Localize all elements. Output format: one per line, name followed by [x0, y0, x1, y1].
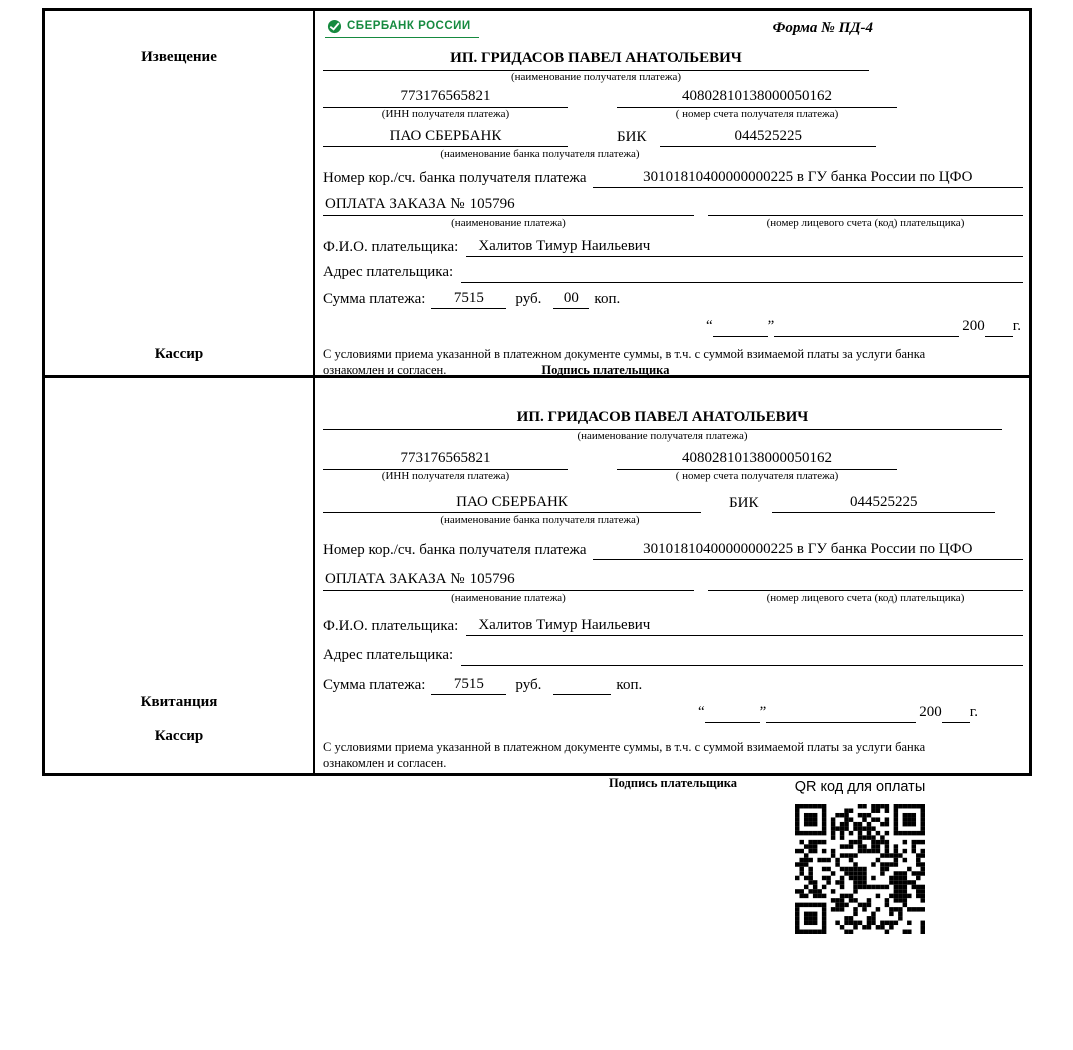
personal-account-line — [708, 215, 1023, 216]
account-caption: ( номер счета получателя платежа) — [675, 107, 839, 120]
inn-cell — [323, 87, 568, 121]
amount-row — [323, 675, 1023, 696]
qr-area — [745, 779, 975, 934]
inn-caption: (ИНН получателя платежа) — [381, 107, 510, 120]
inn-account-row — [323, 449, 1023, 483]
inn-account-row — [323, 87, 1023, 121]
date-year: 200 — [919, 704, 942, 720]
payer-row — [323, 616, 1023, 637]
bank-row — [323, 127, 1023, 148]
address-line — [461, 282, 1023, 283]
payer-row — [323, 237, 1023, 258]
payer-label: Ф.И.О. плательщика: — [323, 617, 459, 634]
qr-code — [795, 804, 925, 934]
account-caption: ( номер счета получателя платежа) — [675, 469, 839, 482]
personal-account-caption: (номер лицевого счета (код) плательщика) — [766, 216, 965, 229]
recipient-name: ИП. ГРИДАСОВ ПАВЕЛ АНАТОЛЬЕВИЧ — [323, 49, 869, 71]
inn-cell — [323, 449, 568, 483]
amount-row — [323, 289, 1023, 310]
date-month-line — [766, 722, 916, 723]
date-year-line — [942, 722, 970, 723]
notice-main — [315, 11, 1029, 375]
order-label: ОПЛАТА ЗАКАЗА № — [325, 571, 465, 588]
purpose-captions-row — [323, 592, 1023, 606]
date-row — [323, 703, 1023, 723]
address-label: Адрес плательщика: — [323, 264, 454, 280]
bik-value: 044525225 — [660, 127, 876, 148]
amount-rub: 7515 — [431, 289, 506, 310]
order-number: 105796 — [469, 196, 515, 213]
address-row — [323, 263, 1023, 283]
date-row — [323, 317, 1023, 337]
notice-side-column — [45, 11, 315, 375]
quote-close: ” — [759, 704, 767, 720]
qr-code-svg — [795, 804, 925, 934]
corr-account-row — [323, 168, 1023, 189]
agreement-line2: ознакомлен и согласен. — [323, 362, 447, 377]
payment-purpose-row — [323, 195, 1023, 216]
corr-account-row — [323, 540, 1023, 561]
receipt-label: Квитанция — [140, 694, 218, 710]
date-year-suffix: г. — [1012, 318, 1021, 334]
personal-account-caption: (номер лицевого счета (код) плательщика) — [766, 591, 965, 604]
cashier-label: Кассир — [154, 728, 204, 744]
agreement-text — [323, 739, 1023, 772]
bik-label: БИК — [617, 128, 647, 145]
notice-section — [45, 11, 1029, 375]
bank-row — [323, 493, 1023, 514]
inn-caption: (ИНН получателя платежа) — [381, 469, 510, 482]
order-label: ОПЛАТА ЗАКАЗА № — [325, 196, 465, 213]
agreement-line1: С условиями приема указанной в платежном документе суммы, в т.ч. с суммой взимаемой платы за услуги банка — [323, 739, 926, 754]
corr-label: Номер кор./сч. банка получателя платежа — [323, 169, 587, 186]
recipient-block — [323, 408, 1002, 443]
address-line — [461, 665, 1023, 666]
rub-label: руб. — [515, 676, 542, 693]
agreement-line2: ознакомлен и согласен. — [323, 755, 447, 770]
bank-name: ПАО СБЕРБАНК — [323, 493, 701, 514]
inn-value: 773176565821 — [323, 449, 568, 470]
notice-label: Извещение — [141, 49, 217, 65]
payment-caption: (наименование платежа) — [451, 216, 566, 229]
payer-name: Халитов Тимур Наильевич — [466, 237, 1023, 258]
date-day-line — [705, 722, 760, 723]
recipient-caption: (наименование получателя платежа) — [577, 429, 748, 442]
date-year-line — [985, 336, 1013, 337]
corr-label: Номер кор./сч. банка получателя платежа — [323, 541, 587, 558]
recipient-name: ИП. ГРИДАСОВ ПАВЕЛ АНАТОЛЬЕВИЧ — [323, 408, 1002, 430]
quote-open: “ — [705, 318, 713, 334]
payment-purpose — [323, 570, 694, 591]
bank-name: ПАО СБЕРБАНК — [323, 127, 568, 148]
payer-name: Халитов Тимур Наильевич — [466, 616, 1023, 637]
quote-close: ” — [767, 318, 775, 334]
kop-label: коп. — [594, 290, 621, 307]
sberbank-logo — [325, 17, 479, 38]
form-number: Форма № ПД-4 — [772, 20, 873, 36]
account-value: 40802810138000050162 — [617, 87, 897, 108]
sberbank-logo-text: СБЕРБАНК РОССИИ — [347, 20, 471, 33]
account-cell — [617, 87, 897, 121]
bik-value: 044525225 — [772, 493, 995, 514]
signature-label: Подпись плательщика — [541, 362, 670, 377]
address-row — [323, 646, 1023, 666]
amount-kop: 00 — [553, 289, 589, 310]
amount-rub: 7515 — [431, 675, 506, 696]
payment-purpose — [323, 195, 694, 216]
inn-value: 773176565821 — [323, 87, 568, 108]
purpose-captions-row — [323, 217, 1023, 231]
payment-caption: (наименование платежа) — [451, 591, 566, 604]
quote-open: “ — [697, 704, 705, 720]
agreement-line1: С условиями приема указанной в платежном документе суммы, в т.ч. с суммой взимаемой платы за услуги банка — [323, 346, 926, 361]
header-row — [323, 17, 1023, 47]
corr-value: 30101810400000000225 в ГУ банка России по ЦФО — [593, 540, 1023, 561]
account-cell — [617, 449, 897, 483]
personal-account-line — [708, 590, 1023, 591]
agreement-text — [323, 346, 1023, 379]
amount-label: Сумма платежа: — [323, 290, 426, 307]
order-number: 105796 — [469, 571, 515, 588]
account-value: 40802810138000050162 — [617, 449, 897, 470]
payment-purpose-row — [323, 570, 1023, 591]
agreement-line2-row — [323, 362, 1023, 378]
address-label: Адрес плательщика: — [323, 647, 454, 663]
signature-label: Подпись плательщика — [608, 776, 738, 790]
bank-caption: (наименование банка получателя платежа) — [440, 514, 640, 526]
recipient-caption: (наименование получателя платежа) — [510, 70, 682, 83]
amount-label: Сумма платежа: — [323, 676, 426, 693]
date-month-line — [774, 336, 959, 337]
payer-label: Ф.И.О. плательщика: — [323, 238, 459, 255]
receipt-side-column — [45, 378, 315, 773]
date-year-suffix: г. — [969, 704, 978, 720]
bank-caption: (наименование банка получателя платежа) — [440, 148, 640, 160]
corr-value: 30101810400000000225 в ГУ банка России по ЦФО — [593, 168, 1023, 189]
sberbank-logo-icon — [327, 19, 342, 34]
recipient-block — [323, 49, 869, 84]
bik-label: БИК — [729, 494, 759, 511]
kop-label: коп. — [616, 676, 643, 693]
cashier-label: Кассир — [154, 346, 204, 362]
date-day-line — [713, 336, 768, 337]
qr-label: QR код для оплаты — [794, 779, 926, 795]
amount-kop — [553, 694, 611, 695]
date-year: 200 — [962, 318, 985, 334]
rub-label: руб. — [515, 290, 542, 307]
